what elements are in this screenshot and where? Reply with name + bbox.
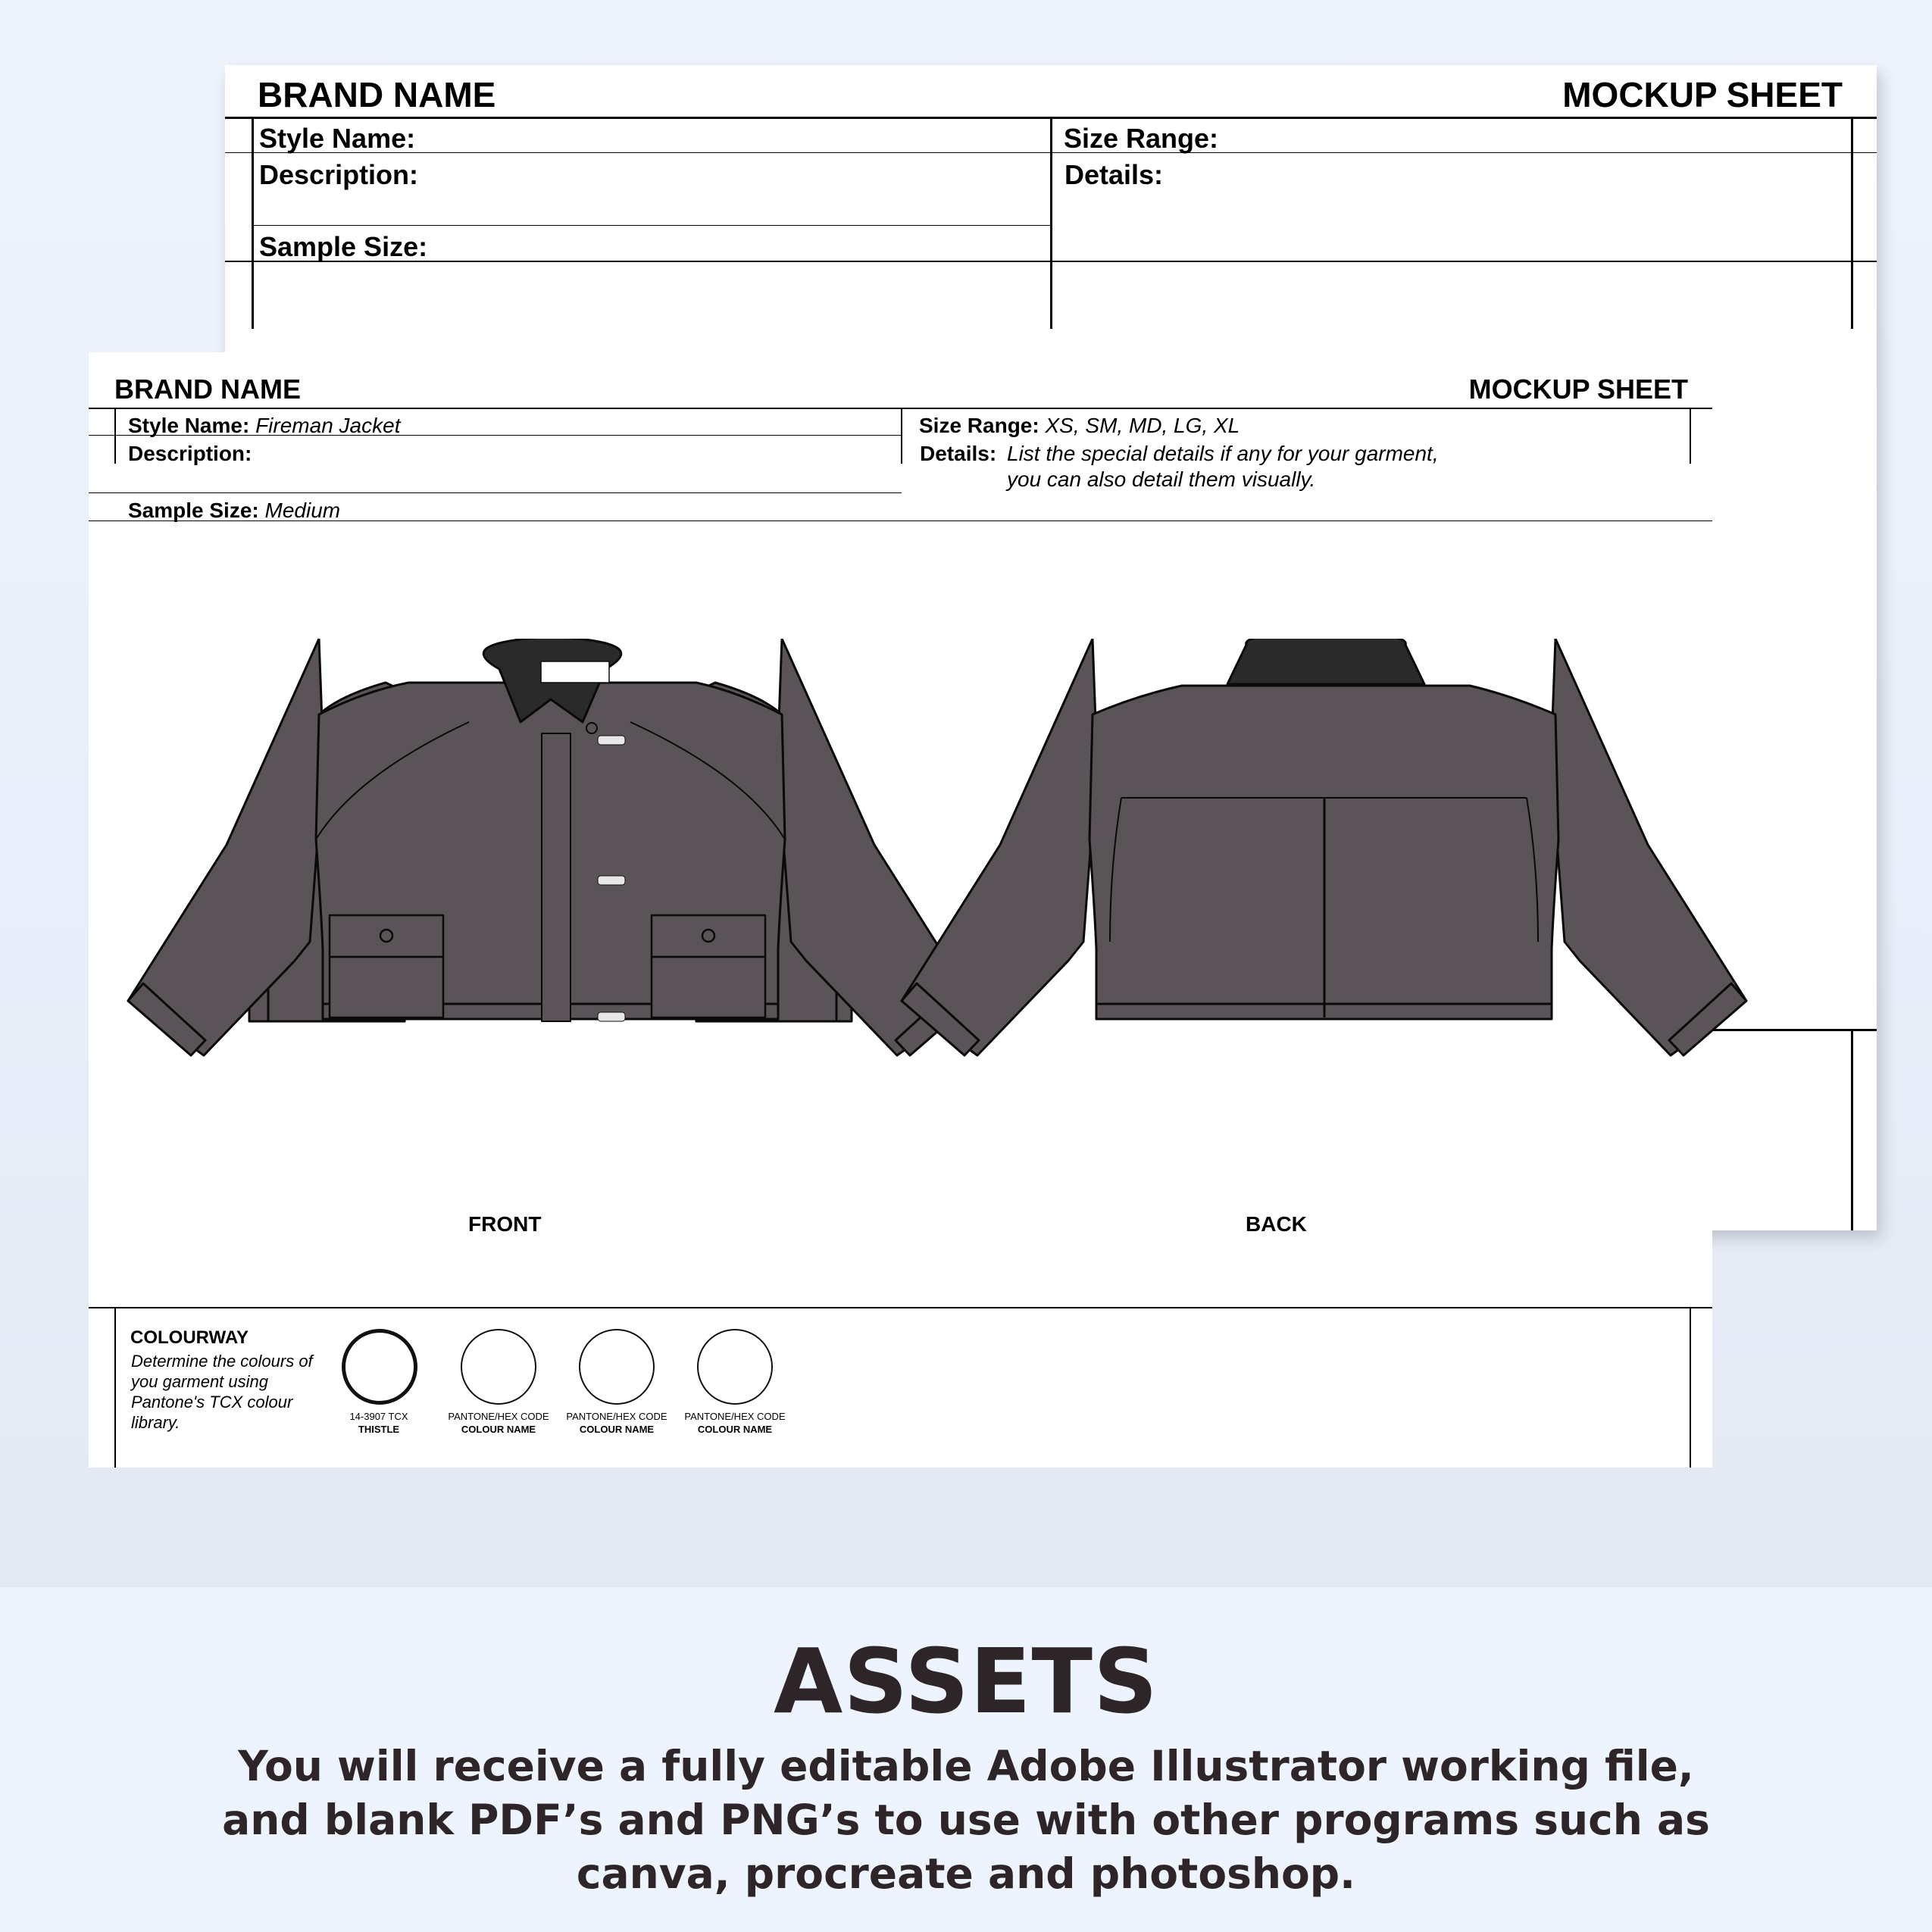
back-description-label: Description: [259,159,419,190]
front-sheet-title: MOCKUP SHEET [1468,374,1688,405]
back-sample-size-label: Sample Size: [259,231,428,262]
colour-swatch-1[interactable] [342,1329,417,1405]
colourway-description: Determine the colours of you garment using Pantone's TCX colour library. [131,1352,313,1432]
details-line-2: you can also detail them visually. [1007,467,1316,491]
swatch-2-name: COLOUR NAME [461,1424,536,1435]
colour-swatch-3[interactable] [579,1329,655,1405]
assets-line-2: and blank PDF’s and PNG’s to use with other programs such as [222,1796,1710,1844]
swatch-1-name: THISTLE [358,1424,400,1435]
assets-line-3: canva, procreate and photoshop. [576,1849,1356,1898]
swatch-1-code: 14-3907 TCX [349,1411,408,1422]
colourway-title: COLOURWAY [130,1327,249,1348]
back-brand-name: BRAND NAME [258,75,496,114]
back-view-label: BACK [1246,1212,1307,1236]
front-mockup-sheet [89,352,1712,1468]
jacket-back-illustration [894,639,1754,1063]
details-line-1: List the special details if any for your garment, [1007,442,1439,465]
colour-swatch-4[interactable] [697,1329,773,1405]
swatch-4-code: PANTONE/HEX CODE [684,1411,786,1422]
description-label: Description: [128,442,252,465]
sample-size-field: Sample Size: Medium [128,499,341,522]
swatch-3-name: COLOUR NAME [579,1424,655,1435]
swatch-2-code: PANTONE/HEX CODE [448,1411,549,1422]
jacket-front-illustration [120,639,980,1063]
assets-heading: ASSETS [773,1629,1159,1733]
size-range-field: Size Range: XS, SM, MD, LG, XL [919,414,1240,437]
front-brand-name: BRAND NAME [114,374,301,405]
colour-swatch-2[interactable] [461,1329,536,1405]
style-name-field: Style Name: Fireman Jacket [128,414,401,437]
back-details-label: Details: [1064,159,1164,190]
assets-footer [0,1587,1932,1932]
back-style-name-label: Style Name: [259,123,416,154]
swatch-4-name: COLOUR NAME [697,1424,773,1435]
details-label: Details: [920,442,997,465]
back-sheet-title: MOCKUP SHEET [1562,75,1843,114]
swatch-3-code: PANTONE/HEX CODE [566,1411,667,1422]
front-view-label: FRONT [468,1212,542,1236]
back-size-range-label: Size Range: [1064,123,1219,154]
assets-line-1: You will receive a fully editable Adobe Illustrator working file, [238,1742,1694,1790]
assets-description [0,1740,1932,1901]
